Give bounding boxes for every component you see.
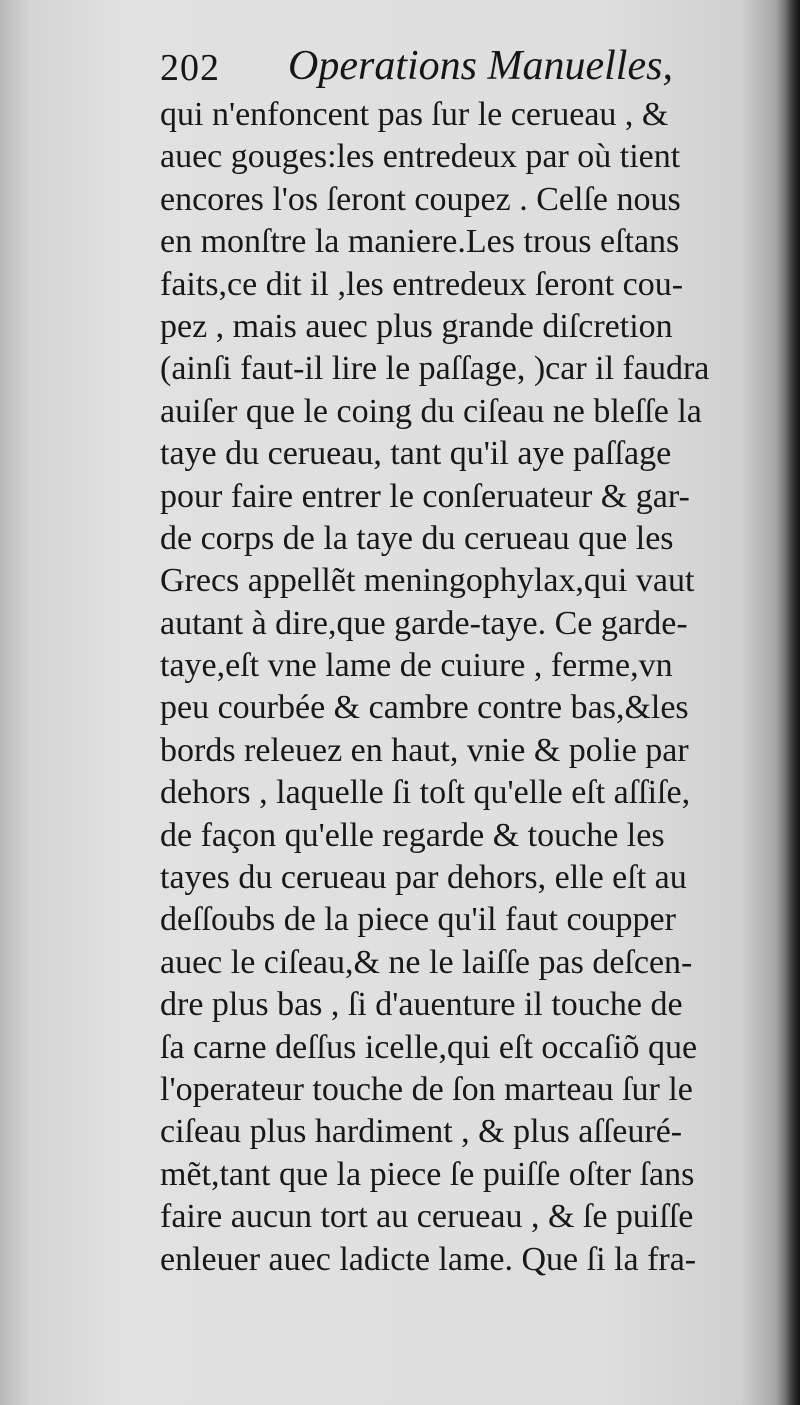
text-line: faire aucun tort au cerueau , & ſe puiſſe — [160, 1198, 694, 1236]
text-line: auec le ciſeau,& ne le laiſſe pas deſcen- — [160, 943, 693, 981]
running-title: Operations Manuelles, — [288, 43, 673, 89]
text-line: peu courbée & cambre contre bas,&les — [160, 689, 689, 727]
text-line: pour faire entrer le conſeruateur & gar- — [160, 477, 690, 515]
text-line: de corps de la taye du cerueau que les — [160, 519, 674, 557]
page-number: 202 — [160, 47, 220, 89]
text-line: (ainſi faut-il lire le paſſage, )car il faudra — [160, 350, 710, 388]
text-line: deſſoubs de la piece qu'il faut coupper — [160, 901, 676, 939]
text-line: taye,eſt vne lame de cuiure , ferme,vn — [160, 647, 673, 685]
text-line: qui n'enfoncent pas ſur le cerueau , & — [160, 96, 669, 133]
text-line: autant à dire,que garde-taye. Ce garde- — [160, 604, 688, 642]
text-line: ciſeau plus hardiment , & plus aſſeuré- — [160, 1113, 683, 1151]
text-line: encores l'os ſeront coupez . Celſe nous — [160, 180, 681, 218]
text-line: bords releuez en haut, vnie & polie par — [160, 731, 689, 769]
text-line: dre plus bas , ſi d'auenture il touche de — [160, 986, 683, 1024]
text-line: enleuer auec ladicte lame. Que ſi la fra- — [160, 1240, 697, 1278]
body-text — [160, 94, 770, 1281]
text-line: auiſer que le coing du ciſeau ne bleſſe la — [160, 392, 702, 430]
page-edge-shadow — [786, 0, 800, 1405]
text-line: dehors , laquelle ſi toſt qu'elle eſt aſſiſe, — [160, 774, 691, 812]
text-line: pez , mais auec plus grande diſcretion — [160, 307, 673, 345]
text-line: taye du cerueau, tant qu'il aye paſſage — [160, 435, 672, 473]
text-line: mẽt,tant que la piece ſe puiſſe oſter ſans — [160, 1155, 695, 1193]
text-line: en monſtre la maniere.Les trous eſtans — [160, 223, 680, 261]
text-line: auec gouges:les entredeux par où tient — [160, 138, 681, 176]
text-line: de façon qu'elle regarde & touche les — [160, 816, 665, 854]
page-header — [160, 40, 720, 92]
text-line: Grecs appellẽt meningophylax,qui vaut — [160, 562, 695, 600]
text-line: faits,ce dit il ,les entredeux ſeront cou- — [160, 265, 684, 303]
text-line: ſa carne deſſus icelle,qui eſt occaſiõ que — [160, 1028, 698, 1066]
text-line: l'operateur touche de ſon marteau ſur le — [160, 1070, 693, 1108]
text-line: tayes du cerueau par dehors, elle eſt au — [160, 859, 687, 897]
